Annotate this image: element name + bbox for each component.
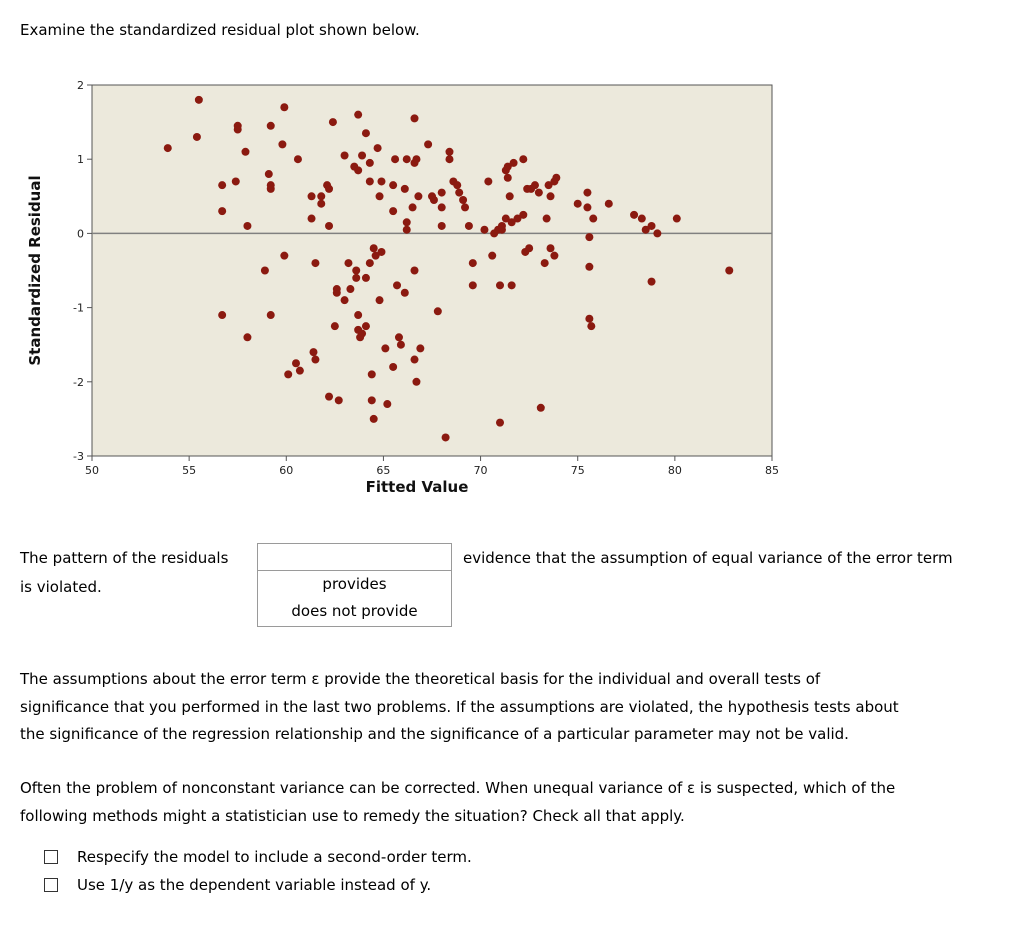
checkbox-label-second-order[interactable]: Respecify the model to include a second-order term. — [77, 848, 472, 866]
data-point — [673, 215, 681, 223]
data-point — [317, 192, 325, 200]
variance-evidence-dropdown[interactable] — [257, 543, 452, 627]
data-point — [352, 274, 360, 282]
data-point — [362, 129, 370, 137]
x-tick-label: 60 — [279, 464, 294, 477]
data-point — [234, 122, 242, 130]
data-point — [506, 192, 514, 200]
remedy-question-line2: following methods might a statistician use to remedy the situation? Check all that apply. — [20, 806, 685, 825]
data-point — [317, 200, 325, 208]
assumptions-paragraph-line1: The assumptions about the error term ε provide the theoretical basis for the individual and overall tests of — [20, 670, 821, 688]
data-point — [459, 196, 467, 204]
data-point — [376, 192, 384, 200]
data-point — [383, 400, 391, 408]
data-point — [552, 174, 560, 182]
data-point — [352, 267, 360, 275]
data-point — [218, 207, 226, 215]
data-point — [496, 419, 504, 427]
y-tick-label: -3 — [73, 450, 84, 463]
data-point — [362, 274, 370, 282]
data-point — [519, 155, 527, 163]
data-point — [585, 263, 593, 271]
x-tick-label: 85 — [765, 464, 779, 477]
data-point — [587, 322, 595, 330]
data-point — [574, 200, 582, 208]
data-point — [311, 259, 319, 267]
option-provides[interactable]: provides — [322, 575, 387, 593]
data-point — [543, 215, 551, 223]
data-point — [409, 203, 417, 211]
data-point — [585, 233, 593, 241]
data-point — [354, 111, 362, 119]
data-point — [397, 341, 405, 349]
data-point — [498, 222, 506, 230]
data-point — [294, 155, 302, 163]
data-point — [325, 185, 333, 193]
option-row-second-order[interactable] — [44, 848, 472, 866]
question-text-after: evidence that the assumption of equal variance of the error term — [463, 549, 953, 567]
data-point — [243, 333, 251, 341]
data-point — [488, 252, 496, 260]
data-point — [346, 285, 354, 293]
data-point — [389, 181, 397, 189]
data-point — [329, 118, 337, 126]
data-point — [218, 311, 226, 319]
assumptions-paragraph — [20, 666, 1010, 749]
data-point — [484, 177, 492, 185]
x-axis-label: Fitted Value — [365, 478, 469, 496]
data-point — [648, 278, 656, 286]
data-point — [605, 200, 613, 208]
data-point — [267, 311, 275, 319]
data-point — [411, 356, 419, 364]
data-point — [416, 344, 424, 352]
data-point — [296, 367, 304, 375]
data-point — [547, 244, 555, 252]
x-tick-label: 70 — [473, 464, 488, 477]
data-point — [278, 140, 286, 148]
data-point — [434, 307, 442, 315]
option-row-reciprocal-y[interactable] — [44, 876, 431, 894]
data-point — [164, 144, 172, 152]
data-point — [308, 215, 316, 223]
data-point — [403, 218, 411, 226]
checkbox-label-reciprocal-y[interactable]: Use 1/y as the dependent variable instead of y. — [77, 876, 432, 894]
data-point — [389, 363, 397, 371]
data-point — [368, 370, 376, 378]
data-point — [469, 281, 477, 289]
data-point — [648, 222, 656, 230]
data-point — [193, 133, 201, 141]
data-point — [445, 155, 453, 163]
data-point — [381, 344, 389, 352]
data-point — [403, 226, 411, 234]
data-point — [480, 226, 488, 234]
data-point — [377, 177, 385, 185]
data-point — [391, 155, 399, 163]
x-tick-label: 50 — [85, 464, 99, 477]
data-point — [496, 281, 504, 289]
data-point — [550, 252, 558, 260]
data-point — [267, 122, 275, 130]
data-point — [366, 177, 374, 185]
data-point — [395, 333, 403, 341]
data-point — [547, 192, 555, 200]
data-point — [461, 203, 469, 211]
assumptions-paragraph-line3: the significance of the regression relationship and the significance of a particular parameter may not be valid. — [20, 725, 849, 743]
data-point — [653, 229, 661, 237]
data-point — [243, 222, 251, 230]
data-point — [344, 259, 352, 267]
data-point — [280, 252, 288, 260]
assumptions-paragraph-line2: significance that you performed in the last two problems. If the assumptions are violated, the hypothesis tests about — [20, 697, 899, 716]
y-tick-label: 1 — [77, 153, 84, 167]
data-point — [411, 267, 419, 275]
data-point — [725, 267, 733, 275]
data-point — [589, 215, 597, 223]
data-point — [311, 356, 319, 364]
data-point — [218, 181, 226, 189]
x-tick-label: 75 — [570, 464, 585, 477]
data-point — [376, 296, 384, 304]
data-point — [585, 315, 593, 323]
data-point — [465, 222, 473, 230]
data-point — [358, 330, 366, 338]
data-point — [374, 144, 382, 152]
data-point — [537, 404, 545, 412]
option-does-not-provide[interactable]: does not provide — [291, 602, 418, 620]
intro-text: Examine the standardized residual plot shown below. — [20, 21, 420, 39]
checkbox-reciprocal-y[interactable] — [44, 878, 58, 892]
data-point — [424, 140, 432, 148]
data-point — [370, 244, 378, 252]
data-point — [531, 181, 539, 189]
data-point — [366, 259, 374, 267]
residual-plot — [20, 78, 780, 518]
data-point — [362, 322, 370, 330]
data-point — [430, 196, 438, 204]
dropdown-selected-value[interactable] — [258, 544, 451, 571]
data-point — [412, 378, 420, 386]
data-point — [393, 281, 401, 289]
data-point — [354, 311, 362, 319]
data-point — [445, 148, 453, 156]
data-point — [438, 189, 446, 197]
data-point — [412, 155, 420, 163]
data-point — [267, 181, 275, 189]
data-point — [366, 159, 374, 167]
data-point — [341, 151, 349, 159]
data-point — [261, 267, 269, 275]
question-text-after-line2: is violated. — [20, 578, 102, 596]
data-point — [325, 222, 333, 230]
data-point — [335, 396, 343, 404]
data-point — [414, 192, 422, 200]
x-tick-label: 55 — [182, 464, 197, 477]
data-point — [195, 96, 203, 104]
data-point — [308, 192, 316, 200]
checkbox-second-order[interactable] — [44, 850, 58, 864]
data-point — [438, 203, 446, 211]
question-text-before: The pattern of the residuals — [20, 549, 229, 567]
data-point — [583, 203, 591, 211]
plot-area — [92, 85, 772, 456]
data-point — [541, 259, 549, 267]
data-point — [630, 211, 638, 219]
x-tick-label: 65 — [376, 464, 391, 477]
data-point — [401, 289, 409, 297]
data-point — [354, 166, 362, 174]
y-tick-label: 2 — [77, 79, 84, 92]
remedy-question-line1: Often the problem of nonconstant variance can be corrected. When unequal variance of ε is suspected, which of the — [20, 779, 896, 797]
data-point — [389, 207, 397, 215]
y-tick-label: -1 — [73, 301, 84, 315]
data-point — [438, 222, 446, 230]
y-tick-label: -2 — [73, 375, 84, 389]
data-point — [333, 289, 341, 297]
data-point — [455, 189, 463, 197]
data-point — [519, 211, 527, 219]
data-point — [265, 170, 273, 178]
data-point — [377, 248, 385, 256]
data-point — [368, 396, 376, 404]
data-point — [453, 181, 461, 189]
data-point — [442, 433, 450, 441]
data-point — [309, 348, 317, 356]
data-point — [403, 155, 411, 163]
data-point — [325, 393, 333, 401]
data-point — [535, 189, 543, 197]
remedy-question — [20, 775, 1010, 830]
data-point — [401, 185, 409, 193]
data-point — [510, 159, 518, 167]
data-point — [525, 244, 533, 252]
x-tick-label: 80 — [667, 464, 682, 477]
data-point — [508, 281, 516, 289]
data-point — [358, 151, 366, 159]
y-tick-label: 0 — [77, 227, 84, 241]
data-point — [284, 370, 292, 378]
data-point — [469, 259, 477, 267]
data-point — [241, 148, 249, 156]
data-point — [331, 322, 339, 330]
y-axis-label: Standardized Residual — [26, 175, 44, 366]
data-point — [280, 103, 288, 111]
data-point — [292, 359, 300, 367]
data-point — [504, 174, 512, 182]
data-point — [341, 296, 349, 304]
data-point — [583, 189, 591, 197]
data-point — [370, 415, 378, 423]
data-point — [411, 114, 419, 122]
data-point — [638, 215, 646, 223]
data-point — [232, 177, 240, 185]
